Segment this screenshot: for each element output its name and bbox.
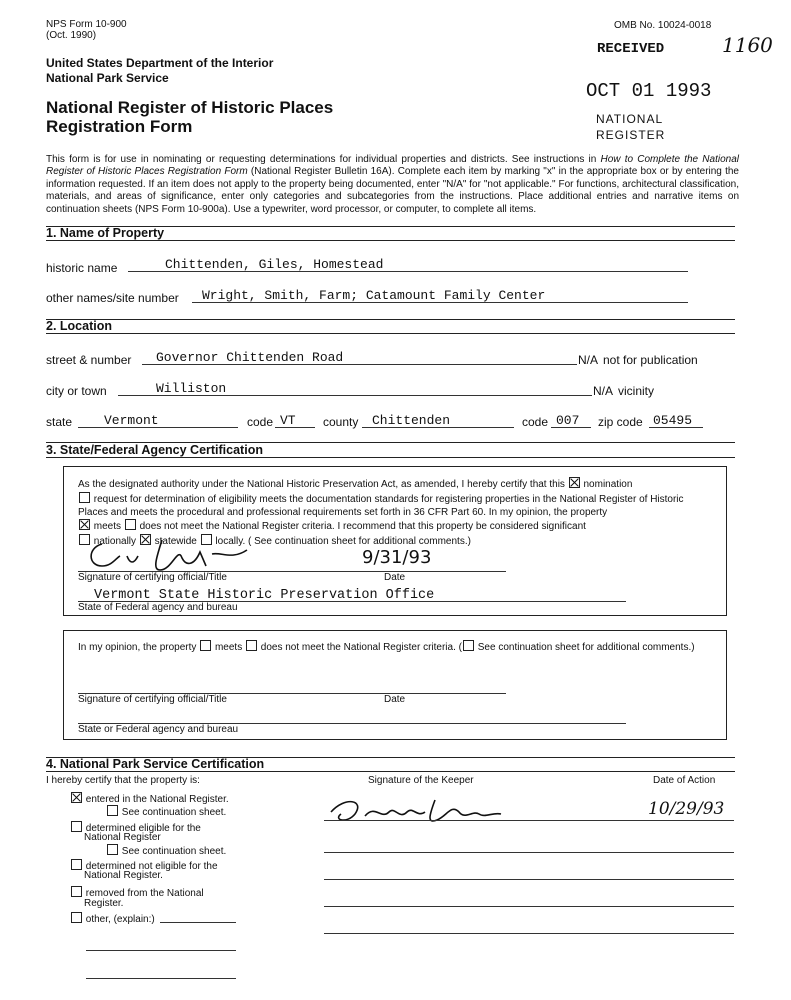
other-names-label: other names/site number xyxy=(46,291,179,305)
vicinity-label: vicinity xyxy=(618,384,655,398)
not-eligible-line2: National Register. xyxy=(84,870,163,881)
historic-name-value[interactable]: Chittenden, Giles, Homestead xyxy=(165,257,384,272)
street-value[interactable]: Governor Chittenden Road xyxy=(156,350,344,365)
nfp-label: not for publication xyxy=(603,353,698,367)
shpo-signature xyxy=(82,536,262,574)
nfp-value[interactable]: N/A xyxy=(578,353,599,367)
not-eligible-row: determined not eligible for the xyxy=(70,859,218,872)
department: United States Department of the Interior xyxy=(46,56,274,70)
entered-row: entered in the National Register. xyxy=(70,792,229,805)
omb-number: OMB No. 10024-0018 xyxy=(614,20,712,31)
form-number: NPS Form 10-900 xyxy=(46,19,127,30)
zip-label: zip code xyxy=(598,415,643,429)
form-title: National Register of Historic Places xyxy=(46,98,334,117)
other-names-value[interactable]: Wright, Smith, Farm; Catamount Family Center xyxy=(202,288,546,303)
section1-heading: 1. Name of Property xyxy=(46,226,165,240)
meets-checkbox[interactable] xyxy=(79,519,90,530)
stamp-line1: NATIONAL xyxy=(596,112,664,126)
opinion-not-checkbox[interactable] xyxy=(246,640,257,651)
opinion-meets-checkbox[interactable] xyxy=(200,640,211,651)
instructions: This form is for use in nominating or requesting determinations for individual properties and districts. See instructions in How to Complete the National Register of Historic Places Registration Form (National Register Bulletin 16A). Complete each item by marking "x" in the appropriate box or by entering the information requested. If an item does not apply to the property being documented, enter "N/A" for "not applicable." For functions, architectural classification, materials, and areas of significance, enter only categories and subcategories from the instructions. Place additional entries and narrative items on continuation sheets (NPS Form 10-900a). Use a typewriter, word processor, or computer, to complete all items. xyxy=(46,154,739,215)
entered-checkbox[interactable] xyxy=(71,792,82,803)
keeper-signature xyxy=(325,790,535,830)
other-checkbox[interactable] xyxy=(71,912,82,923)
state-code-value[interactable]: VT xyxy=(280,413,296,428)
section4-heading: 4. National Park Service Certification xyxy=(46,757,265,771)
sig-label: Signature of certifying official/Title xyxy=(78,572,227,583)
vicinity-value[interactable]: N/A xyxy=(593,384,614,398)
certify-label: I hereby certify that the property is: xyxy=(46,775,200,786)
see-cont2-row: See continuation sheet. xyxy=(106,844,226,857)
historic-name-label: historic name xyxy=(46,261,118,275)
county-value[interactable]: Chittenden xyxy=(372,413,451,428)
agency-value[interactable]: Vermont State Historic Preservation Office xyxy=(94,588,435,603)
date2-label: Date xyxy=(384,694,406,705)
sig2-label: Signature of certifying official/Title xyxy=(78,694,227,705)
city-label: city or town xyxy=(46,384,107,398)
section2-heading: 2. Location xyxy=(46,319,112,333)
received-stamp: RECEIVED xyxy=(597,41,665,57)
eligible-row: determined eligible for the xyxy=(70,821,201,834)
eligible-line2: National Register xyxy=(84,832,161,843)
opinion-cont-checkbox[interactable] xyxy=(463,640,474,651)
see-cont2-checkbox[interactable] xyxy=(107,844,118,855)
removed-checkbox[interactable] xyxy=(71,886,82,897)
action-date: 10/29/93 xyxy=(648,799,725,819)
see-cont-checkbox[interactable] xyxy=(107,805,118,816)
form-subtitle: Registration Form xyxy=(46,117,193,136)
city-value[interactable]: Williston xyxy=(156,381,227,396)
removed-line2: Register. xyxy=(84,898,124,909)
stamp-line2: REGISTER xyxy=(596,128,666,142)
county-code-label: code xyxy=(522,415,549,429)
nomination-checkbox[interactable] xyxy=(569,477,580,488)
eligible-checkbox[interactable] xyxy=(71,821,82,832)
request-checkbox[interactable] xyxy=(79,492,90,503)
zip-value[interactable]: 05495 xyxy=(653,413,693,428)
action-label: Date of Action xyxy=(653,775,716,786)
keeper-label: Signature of the Keeper xyxy=(368,775,474,786)
agency-label: State of Federal agency and bureau xyxy=(78,602,238,613)
state-value[interactable]: Vermont xyxy=(104,413,159,428)
county-code-value[interactable]: 007 xyxy=(556,413,580,428)
state-label: state xyxy=(46,415,73,429)
date-label: Date xyxy=(384,572,406,583)
shpo-date: 9/31/93 xyxy=(362,547,432,568)
opinion-text: In my opinion, the property meets does not meet the National Register criteria. ( See continuation sheet for additional comments.) xyxy=(78,642,695,653)
street-label: street & number xyxy=(46,353,132,367)
handwritten-number: 1160 xyxy=(722,33,773,57)
agency2-label: State or Federal agency and bureau xyxy=(78,724,239,735)
stamp-date: OCT 01 1993 xyxy=(586,80,712,102)
see-cont-row: See continuation sheet. xyxy=(106,805,226,818)
not-meet-checkbox[interactable] xyxy=(125,519,136,530)
other-row: other, (explain:) xyxy=(70,912,155,925)
section3-heading: 3. State/Federal Agency Certification xyxy=(46,443,263,457)
service: National Park Service xyxy=(46,71,169,85)
certification-text: As the designated authority under the National Historic Preservation Act, as amended, I hereby certify that this nomination request for determination of eligibility meets the documentation standards for registering properties in the National Register of Historic Places and meets the procedural and professional requirements set forth in 36 CFR Part 60. In my opinion, the property meets does not meet the National Register criteria. I recommend that this property be considered significant nationally statewide locally. ( See continuation sheet for additional comments.) xyxy=(78,479,684,548)
state-code-label: code xyxy=(247,415,274,429)
removed-row: removed from the National xyxy=(70,886,204,899)
not-eligible-checkbox[interactable] xyxy=(71,859,82,870)
form-date: (Oct. 1990) xyxy=(46,30,97,41)
county-label: county xyxy=(323,415,359,429)
